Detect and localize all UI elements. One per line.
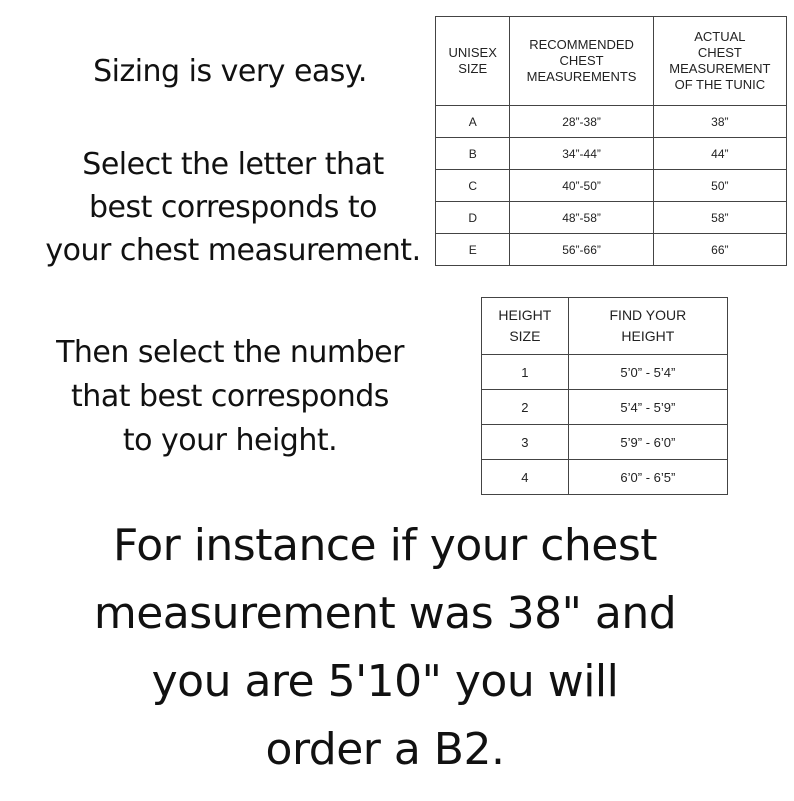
header-line: FIND YOUR	[609, 307, 687, 323]
height-range-cell: 5’9” - 6’0”	[568, 425, 727, 460]
recommended-cell: 34”-44”	[510, 138, 653, 170]
table-row	[482, 425, 728, 460]
header-line: CHEST	[697, 45, 742, 60]
actual-cell: 38”	[653, 106, 786, 138]
example-line: measurement was 38" and	[93, 588, 677, 639]
intro-text	[30, 50, 430, 94]
actual-cell: 44”	[653, 138, 786, 170]
header-line: SIZE	[509, 328, 541, 344]
size-cell: E	[436, 234, 510, 266]
header-recommended-chest	[510, 17, 653, 106]
table-row	[436, 138, 787, 170]
recommended-cell: 48”-58”	[510, 202, 653, 234]
header-line: ACTUAL	[694, 29, 746, 44]
height-range-cell: 6’0” - 6’5”	[568, 460, 727, 495]
header-find-your-height	[568, 298, 727, 355]
size-cell: D	[436, 202, 510, 234]
example-line: you are 5'10" you will	[151, 656, 619, 707]
actual-cell: 58”	[653, 202, 786, 234]
height-instruction-line: to your height.	[122, 423, 338, 458]
example-text	[80, 512, 690, 784]
header-line: HEIGHT	[621, 328, 675, 344]
header-unisex-size	[436, 17, 510, 106]
chest-instruction-line: best corresponds to	[88, 190, 378, 225]
table-row	[436, 234, 787, 266]
height-range-cell: 5’0” - 5’4”	[568, 355, 727, 390]
header-actual-chest	[653, 17, 786, 106]
header-line: MEASUREMENTS	[526, 69, 637, 84]
height-range-cell: 5’4” - 5’9”	[568, 390, 727, 425]
height-instruction	[30, 331, 430, 463]
table-row	[436, 170, 787, 202]
size-cell: A	[436, 106, 510, 138]
height-instruction-line: Then select the number	[56, 335, 404, 370]
table-header-row	[482, 298, 728, 355]
example-line: order a B2.	[265, 724, 505, 775]
header-line: CHEST	[559, 53, 604, 68]
table-row	[482, 460, 728, 495]
table-row	[436, 106, 787, 138]
chest-size-table	[435, 16, 787, 266]
height-size-cell: 3	[482, 425, 569, 460]
height-size-cell: 4	[482, 460, 569, 495]
height-size-cell: 1	[482, 355, 569, 390]
example-line: For instance if your chest	[112, 520, 658, 571]
intro-line: Sizing is very easy.	[93, 54, 367, 89]
size-cell: B	[436, 138, 510, 170]
table-row	[482, 390, 728, 425]
height-size-cell: 2	[482, 390, 569, 425]
recommended-cell: 56”-66”	[510, 234, 653, 266]
recommended-cell: 40”-50”	[510, 170, 653, 202]
header-line: MEASUREMENT	[669, 61, 771, 76]
header-height-size	[482, 298, 569, 355]
header-line: HEIGHT	[498, 307, 552, 323]
size-cell: C	[436, 170, 510, 202]
header-line: OF THE TUNIC	[674, 77, 766, 92]
header-line: RECOMMENDED	[529, 37, 634, 52]
actual-cell: 50”	[653, 170, 786, 202]
header-line: SIZE	[458, 61, 488, 76]
header-line: UNISEX	[448, 45, 497, 60]
chest-instruction	[28, 143, 438, 272]
height-instruction-line: that best corresponds	[71, 379, 389, 414]
height-size-table	[481, 297, 728, 495]
recommended-cell: 28”-38”	[510, 106, 653, 138]
table-row	[482, 355, 728, 390]
actual-cell: 66”	[653, 234, 786, 266]
chest-instruction-line: Select the letter that	[82, 147, 384, 182]
table-header-row	[436, 17, 787, 106]
chest-instruction-line: your chest measurement.	[45, 233, 421, 268]
table-row	[436, 202, 787, 234]
